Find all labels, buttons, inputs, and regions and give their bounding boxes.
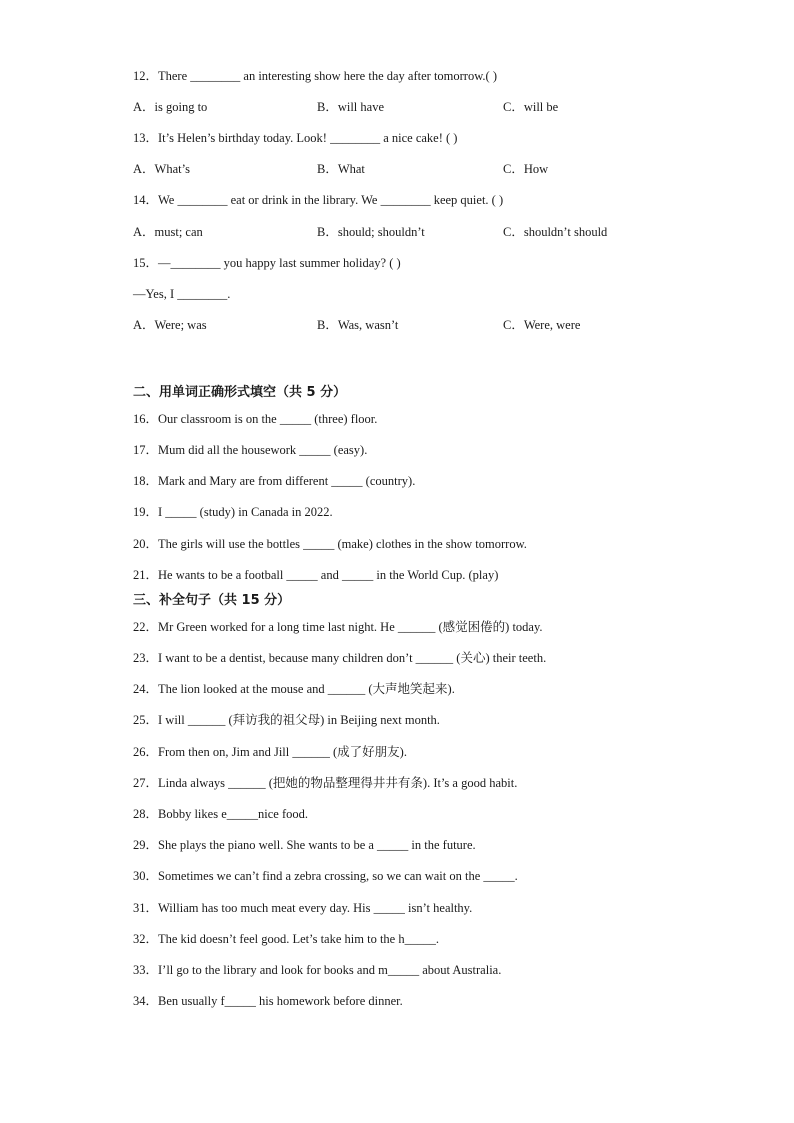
question-21: 21．He wants to be a football _____ and _____ in the World Cup. (play) (133, 568, 499, 582)
section-2-heading: 二、用单词正确形式填空（共 5 分） (133, 385, 347, 400)
question-24: 24．The lion looked at the mouse and ______ (大声地笑起来). (133, 682, 455, 696)
option-b: B．Was, wasn’t (317, 318, 399, 332)
question-30: 30．Sometimes we can’t find a zebra crossing, so we can wait on the _____. (133, 869, 518, 883)
question-15: 15．—________ you happy last summer holiday? ( ) (133, 256, 401, 270)
question-25: 25．I will ______ (拜访我的祖父母) in Beijing next month. (133, 713, 440, 727)
section-3-heading: 三、补全句子（共 15 分） (133, 593, 291, 608)
option-a: A．is going to (133, 100, 208, 114)
question-33: 33．I’ll go to the library and look for books and m_____ about Australia. (133, 963, 502, 977)
option-c: C．will be (503, 100, 559, 114)
option-c: C．shouldn’t should (503, 225, 608, 239)
question-14: 14．We ________ eat or drink in the library. We ________ keep quiet. ( ) (133, 193, 504, 207)
question-12: 12．There ________ an interesting show here the day after tomorrow.( ) (133, 69, 498, 83)
question-13: 13．It’s Helen’s birthday today. Look! ________ a nice cake! ( ) (133, 131, 458, 145)
question-34: 34．Ben usually f_____ his homework before dinner. (133, 994, 403, 1008)
question-32: 32．The kid doesn’t feel good. Let’s take him to the h_____. (133, 932, 439, 946)
question-26: 26．From then on, Jim and Jill ______ (成了好朋友). (133, 745, 407, 759)
option-b: B．will have (317, 100, 385, 114)
option-b: B．What (317, 162, 365, 176)
question-29: 29．She plays the piano well. She wants to be a _____ in the future. (133, 838, 476, 852)
question-20: 20．The girls will use the bottles _____ (make) clothes in the show tomorrow. (133, 537, 527, 551)
question-31: 31．William has too much meat every day. His _____ isn’t healthy. (133, 901, 473, 915)
option-a: A．must; can (133, 225, 203, 239)
option-b: B．should; shouldn’t (317, 225, 425, 239)
option-c: C．Were, were (503, 318, 581, 332)
option-a: A．What’s (133, 162, 190, 176)
option-c: C．How (503, 162, 549, 176)
question-28: 28．Bobby likes e_____nice food. (133, 807, 308, 821)
question-15-response: —Yes, I ________. (133, 287, 231, 301)
question-17: 17．Mum did all the housework _____ (easy). (133, 443, 368, 457)
question-19: 19．I _____ (study) in Canada in 2022. (133, 505, 333, 519)
question-27: 27．Linda always ______ (把她的物品整理得井井有条). It’s a good habit. (133, 776, 518, 790)
question-23: 23．I want to be a dentist, because many children don’t ______ (关心) their teeth. (133, 651, 547, 665)
option-a: A．Were; was (133, 318, 207, 332)
question-22: 22．Mr Green worked for a long time last night. He ______ (感觉困倦的) today. (133, 620, 543, 634)
question-16: 16．Our classroom is on the _____ (three) floor. (133, 412, 378, 426)
question-18: 18．Mark and Mary are from different _____ (country). (133, 474, 416, 488)
